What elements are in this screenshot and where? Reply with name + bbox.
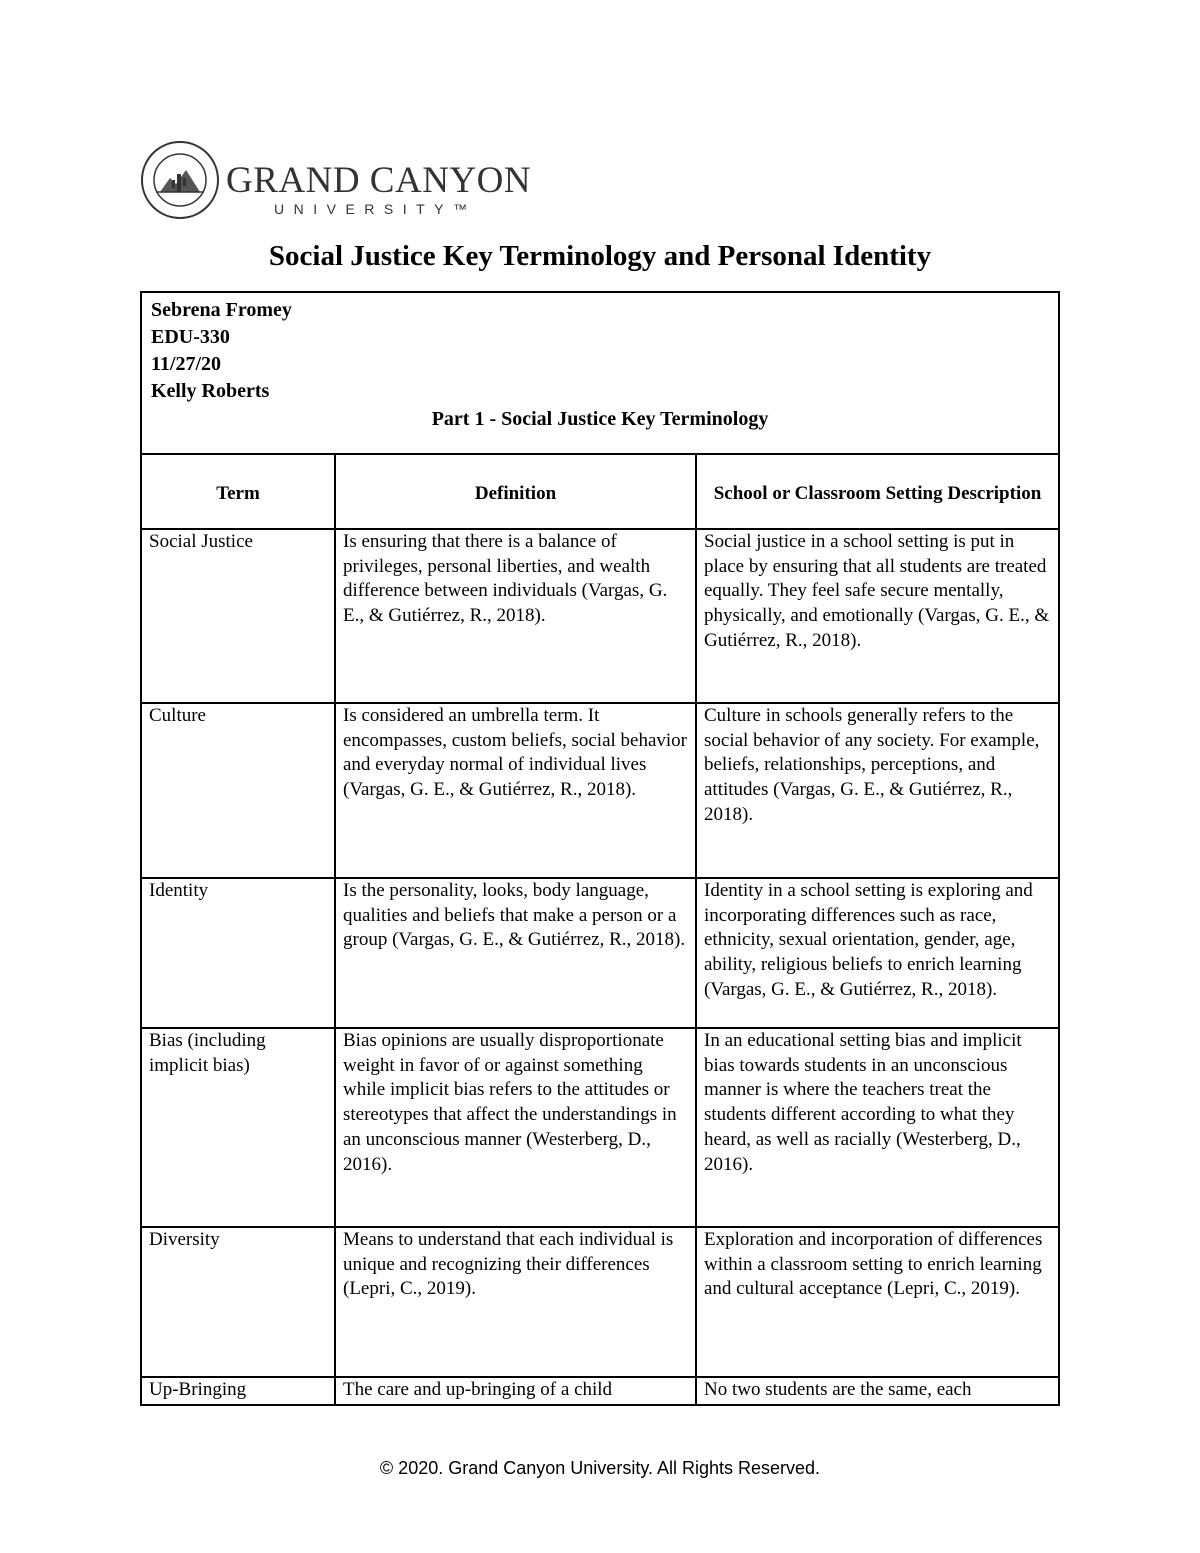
copyright-footer: © 2020. Grand Canyon University. All Rights Reserved. (379, 1458, 821, 1478)
setting-cell: Exploration and incorporation of differences within a classroom setting to enrich learning and cultural acceptance (Lepri, C., 2019). (696, 1227, 1059, 1377)
setting-cell: Social justice in a school setting is put in place by ensuring that all students are treated equally. They feel safe secure mentally, physically, and emotionally (Vargas, G. E., & Gutiérrez, R., 2018). (696, 529, 1059, 703)
document-title: Social Justice Key Terminology and Personal Identity (268, 240, 932, 272)
setting-cell: In an educational setting bias and implicit bias towards students in an unconscious manner is where the teachers treat the students different according to what they heard, as well as racially (Westerberg, D., 2016). (696, 1028, 1059, 1227)
table-row (141, 878, 1059, 1028)
definition-cell: Means to understand that each individual is unique and recognizing their differences (Lepri, C., 2019). (335, 1227, 696, 1377)
definition-cell: Is ensuring that there is a balance of privileges, personal liberties, and wealth difference between individuals (Vargas, G. E., & Gutiérrez, R., 2018). (335, 529, 696, 703)
table-row (141, 703, 1059, 878)
setting-cell: Culture in schools generally refers to the social behavior of any society. For example, beliefs, relationships, perceptions, and attitudes (Vargas, G. E., & Gutiérrez, R., 2018). (696, 703, 1059, 878)
brand-name: GRAND CANYON (226, 160, 532, 201)
definition-cell: Is the personality, looks, body language, qualities and beliefs that make a person or a group (Vargas, G. E., & Gutiérrez, R., 2018). (335, 878, 696, 1028)
info-cell (141, 292, 1059, 454)
term-cell: Diversity (141, 1227, 335, 1377)
student-name: Sebrena Fromey (151, 299, 292, 321)
term-cell: Identity (141, 878, 335, 1028)
instructor-name: Kelly Roberts (151, 380, 270, 402)
table-row (141, 1028, 1059, 1227)
column-header-term: Term (141, 454, 335, 529)
university-logo (140, 140, 532, 220)
table-row (141, 529, 1059, 703)
term-cell: Social Justice (141, 529, 335, 703)
setting-cell: No two students are the same, each (696, 1377, 1059, 1405)
term-cell: Bias (including implicit bias) (141, 1028, 335, 1227)
column-header-definition: Definition (335, 454, 696, 529)
definition-cell: Is considered an umbrella term. It encompasses, custom beliefs, social behavior and everyday normal of individual lives (Vargas, G. E., & Gutiérrez, R., 2018). (335, 703, 696, 878)
terminology-table (140, 291, 1060, 1406)
term-cell: Culture (141, 703, 335, 878)
brand-subtitle: UNIVERSITY™ (274, 201, 477, 217)
column-header-row (141, 454, 1059, 529)
submission-date: 11/27/20 (151, 353, 222, 375)
definition-cell: The care and up-bringing of a child (335, 1377, 696, 1405)
table-row (141, 1227, 1059, 1377)
column-header-setting: School or Classroom Setting Description (696, 454, 1059, 529)
table-row (141, 1377, 1059, 1405)
setting-cell: Identity in a school setting is exploring and incorporating differences such as race, ethnicity, sexual orientation, gender, age, ability, religious beliefs to enrich learning (Vargas, G. E., & Gutiérrez, R., 2018). (696, 878, 1059, 1028)
course-code: EDU-330 (151, 326, 230, 348)
term-cell: Up-Bringing (141, 1377, 335, 1405)
part-title: Part 1 - Social Justice Key Terminology (431, 408, 769, 430)
definition-cell: Bias opinions are usually disproportionate weight in favor of or against something while implicit bias refers to the attitudes or stereotypes that affect the understandings in an unconscious manner (Westerberg, D., 2016). (335, 1028, 696, 1227)
university-seal-icon (140, 140, 220, 220)
